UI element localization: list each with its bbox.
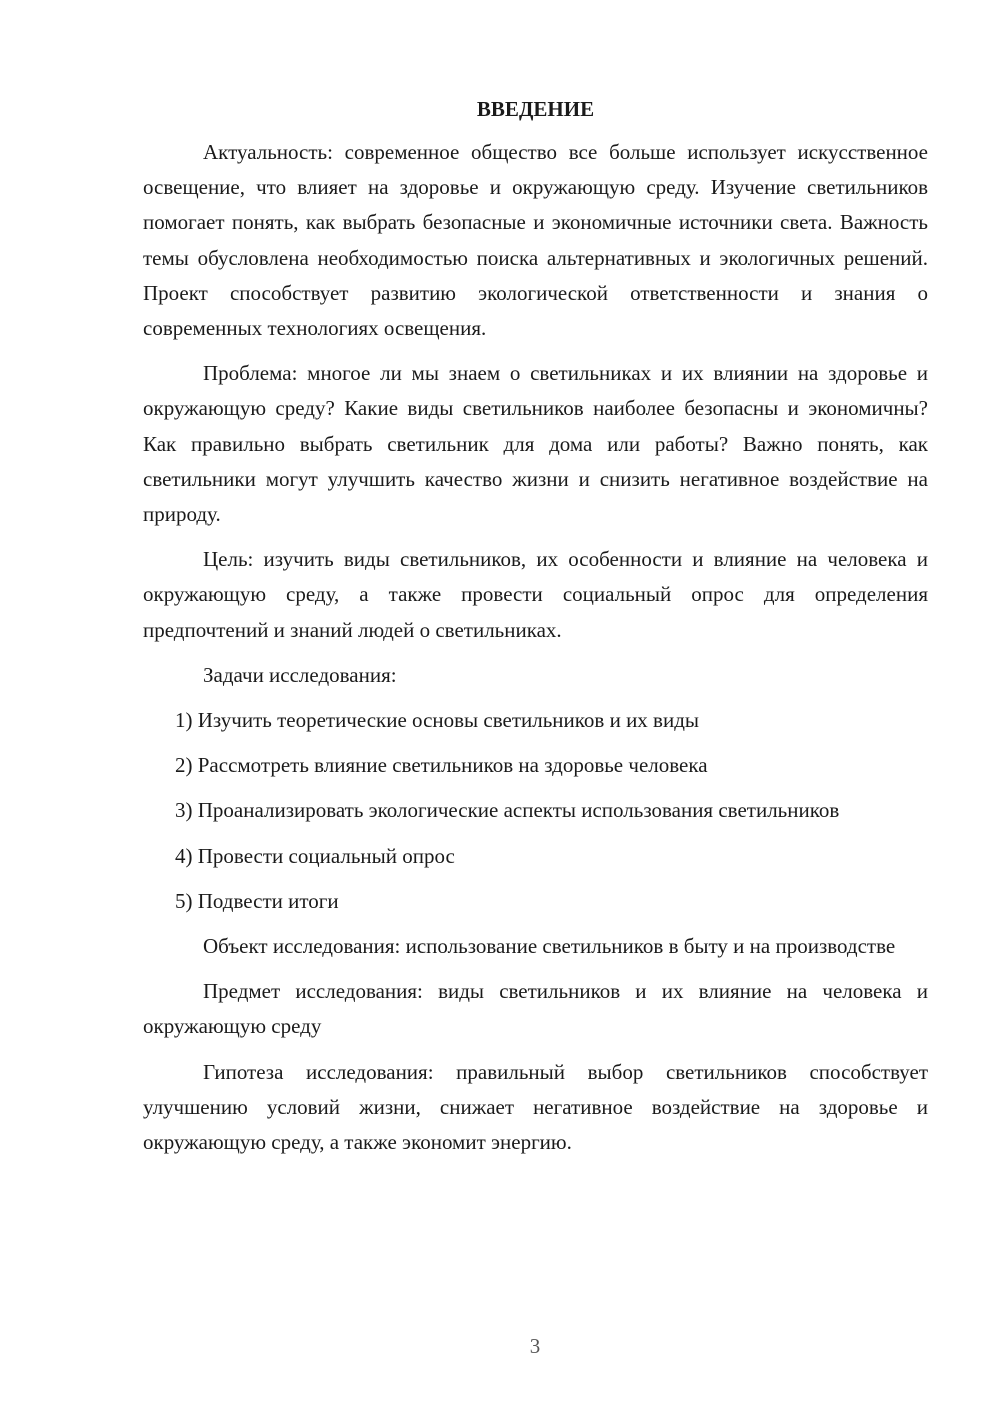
task-item: 5) Подвести итоги — [175, 888, 339, 913]
page-number: 3 — [529, 1334, 541, 1358]
object-paragraph: Объект исследования: использование светильников в быту и на производстве — [203, 934, 896, 959]
task-item: 1) Изучить теоретические основы светильников и их виды — [175, 708, 700, 733]
problem-paragraph: Проблема: многое ли мы знаем о светильниках и их влиянии на здоровье и окружающую среду? Какие виды светильников наиболее безопасны и экономичны? Как правильно выбрать светильник для дома или работы? Важно понять, как светильники могут улучшить качество жизни и снизить негативное воздействие на природу. — [143, 361, 928, 527]
task-item: 4) Провести социальный опрос — [175, 843, 455, 868]
document-page — [143, 92, 928, 1170]
task-item: 3) Проанализировать экологические аспекты использования светильников — [175, 798, 840, 823]
page-title: ВВЕДЕНИЕ — [476, 97, 595, 121]
task-item: 2) Рассмотреть влияние светильников на здоровье человека — [175, 753, 708, 778]
hypothesis-paragraph: Гипотеза исследования: правильный выбор светильников способствует улучшению условий жизни, снижает негативное воздействие на здоровье и окружающую среду, а также экономит энергию. — [143, 1059, 928, 1155]
relevance-paragraph: Актуальность: современное общество все больше использует искусственное освещение, что влияет на здоровье и окружающую среду. Изучение светильников помогает понять, как выбрать безопасные и экономичные источники света. Важность темы обусловлена необходимостью поиска альтернативных и экологичных решений. Проект способствует развитию экологической ответственности и знания о современных технологиях освещения. — [143, 140, 928, 341]
subject-paragraph: Предмет исследования: виды светильников и их влияние на человека и окружающую среду — [143, 979, 928, 1039]
tasks-heading: Задачи исследования: — [203, 662, 397, 687]
goal-paragraph: Цель: изучить виды светильников, их особенности и влияние на человека и окружающую среду, а также провести социальный опрос для определения предпочтений и знаний людей о светильниках. — [143, 547, 928, 642]
